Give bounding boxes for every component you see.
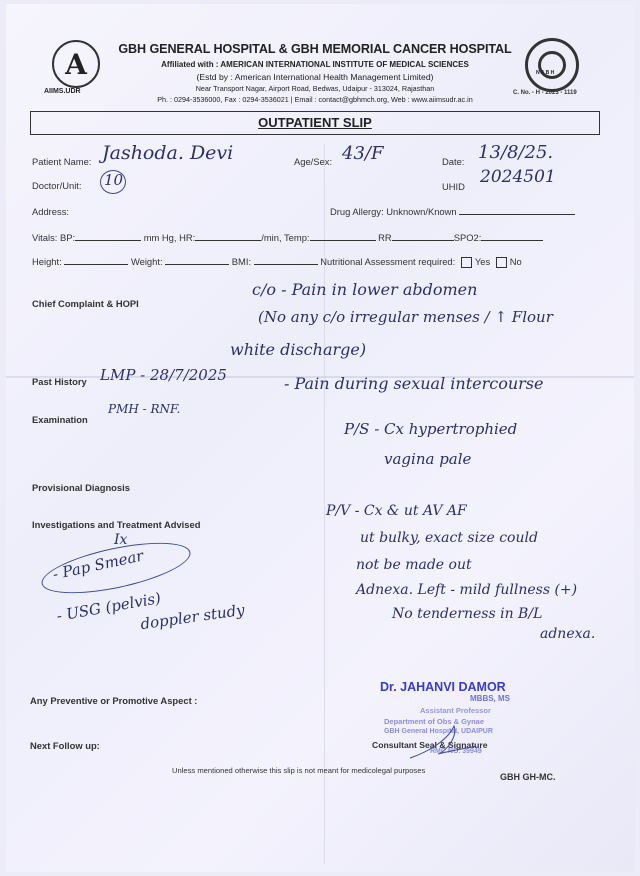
patient-name-value: Jashoda. Devi xyxy=(102,142,234,164)
doctor-unit-label: Doctor/Unit: xyxy=(32,180,82,191)
certificate-number: C. No. - H - 2023 - 1119 xyxy=(513,90,577,96)
form-title: OUTPATIENT SLIP xyxy=(258,115,372,130)
height-input[interactable] xyxy=(64,256,128,265)
stamp-hospital: GBH General Hospital, UDAIPUR xyxy=(384,728,493,735)
ps-finding: P/S - Cx hypertrophied xyxy=(344,420,518,438)
affiliation: Affiliated with : AMERICAN INTERNATIONAL INSTITUTE OF MEDICAL SCIENCES xyxy=(161,60,469,69)
preventive-aspect-label: Any Preventive or Promotive Aspect : xyxy=(30,695,198,706)
pv-finding: Adnexa. Left - mild fullness (+) xyxy=(356,582,578,598)
past-history-value: LMP - 28/7/2025 xyxy=(100,366,227,384)
provisional-diagnosis-label: Provisional Diagnosis xyxy=(32,482,130,493)
address-label: Address: xyxy=(32,206,69,217)
medicolegal-disclaimer: Unless mentioned otherwise this slip is not meant for medicolegal purposes xyxy=(172,766,426,775)
investigation-line: - USG (pelvis) xyxy=(55,588,163,626)
pv-finding: not be made out xyxy=(356,557,472,573)
drug-allergy-field[interactable] xyxy=(330,206,575,217)
aiims-logo: A xyxy=(52,40,100,88)
nabh-logo-text: N A B H xyxy=(536,70,555,76)
fold-crease xyxy=(324,144,325,864)
hr-input[interactable] xyxy=(195,232,261,241)
stamp-doctor-name: Dr. JAHANVI DAMOR xyxy=(380,680,506,694)
drug-allergy-label: Drug Allergy: Unknown/Known xyxy=(330,206,457,217)
yes-label: Yes xyxy=(474,256,491,267)
examination-value: PMH - RNF. xyxy=(108,402,181,416)
ps-finding: vagina pale xyxy=(384,450,472,468)
stamp-designation: Assistant Professor xyxy=(420,706,491,715)
date-label: Date: xyxy=(442,156,465,167)
pain-note: - Pain during sexual intercourse xyxy=(284,374,544,393)
stamp-department: Department of Obs & Gynae xyxy=(384,717,485,726)
bmi-label: BMI: xyxy=(231,256,252,267)
signature-label: Consultant Seal & Signature xyxy=(372,740,488,750)
investigation-line: Ix xyxy=(114,532,128,548)
rr-label: RR xyxy=(378,232,392,243)
form-title-box xyxy=(30,111,600,135)
investigation-line: doppler study xyxy=(139,600,246,634)
no-checkbox[interactable] xyxy=(496,257,507,268)
patient-name-label: Patient Name: xyxy=(32,156,92,167)
hospital-name: GBH GENERAL HOSPITAL & GBH MEMORIAL CANCER HOSPITAL xyxy=(118,42,512,56)
height-label: Height: xyxy=(32,256,62,267)
aiims-logo-text: AIIMS.UDR xyxy=(44,88,81,95)
follow-up-label: Next Follow up: xyxy=(30,740,100,751)
temp-input[interactable] xyxy=(310,232,376,241)
investigations-label: Investigations and Treatment Advised xyxy=(32,519,201,530)
yes-checkbox[interactable] xyxy=(461,257,472,268)
date-value: 13/8/25. xyxy=(478,142,554,163)
rr-input[interactable] xyxy=(392,232,454,241)
age-sex-value: 43/F xyxy=(342,143,384,164)
uhid-label: UHID xyxy=(442,181,465,192)
bp-label: Vitals: BP: xyxy=(32,232,76,243)
doctor-unit-value: 10 xyxy=(104,171,124,189)
no-label: No xyxy=(509,256,522,267)
stamp-degree: MBBS, MS xyxy=(470,694,510,703)
min-temp-label: /min, Temp: xyxy=(261,232,310,243)
form-code: GBH GH-MC. xyxy=(500,772,556,782)
uhid-value: 2024501 xyxy=(480,167,556,187)
spo2-label: SPO2: xyxy=(453,232,482,243)
anthropometry-row xyxy=(32,256,522,268)
nabh-logo xyxy=(525,38,579,92)
examination-label: Examination xyxy=(32,414,88,425)
chief-complaint-line: c/o - Pain in lower abdomen xyxy=(252,280,478,299)
vitals-row xyxy=(32,232,543,243)
hospital-address: Near Transport Nagar, Airport Road, Bedwas, Udaipur - 313024, Rajasthan xyxy=(195,84,435,93)
age-sex-label: Age/Sex: xyxy=(294,156,333,167)
weight-input[interactable] xyxy=(165,256,229,265)
established-by: (Estd by : American International Health Management Limited) xyxy=(196,72,434,82)
stamp-reg-no: RMC NO. 39949 xyxy=(430,748,482,755)
past-history-label: Past History xyxy=(32,376,87,387)
nutritional-label: Nutritional Assessment required: xyxy=(320,256,456,267)
investigation-line: - Pap Smear xyxy=(51,546,145,584)
mmhg-hr-label: mm Hg, HR: xyxy=(143,232,196,243)
pv-finding: adnexa. xyxy=(540,626,596,642)
pv-finding: P/V - Cx & ut AV AF xyxy=(326,503,467,519)
pv-finding: ut bulky, exact size could xyxy=(360,530,538,546)
pv-finding: No tenderness in B/L xyxy=(392,606,543,622)
signature-mark xyxy=(408,722,478,762)
chief-complaint-line: (No any c/o irregular menses / ↑ Flour xyxy=(258,308,553,326)
spo2-input[interactable] xyxy=(481,232,543,241)
hospital-contact: Ph. : 0294-3536000, Fax : 0294-3536021 | Email : contact@gbhmch.org, Web : www.aiimsudr.ac.in xyxy=(157,95,473,104)
bmi-input[interactable] xyxy=(254,256,318,265)
bp-input[interactable] xyxy=(75,232,141,241)
chief-complaint-line: white discharge) xyxy=(230,340,367,359)
chief-complaint-label: Chief Complaint & HOPI xyxy=(32,298,139,309)
weight-label: Weight: xyxy=(130,256,163,267)
